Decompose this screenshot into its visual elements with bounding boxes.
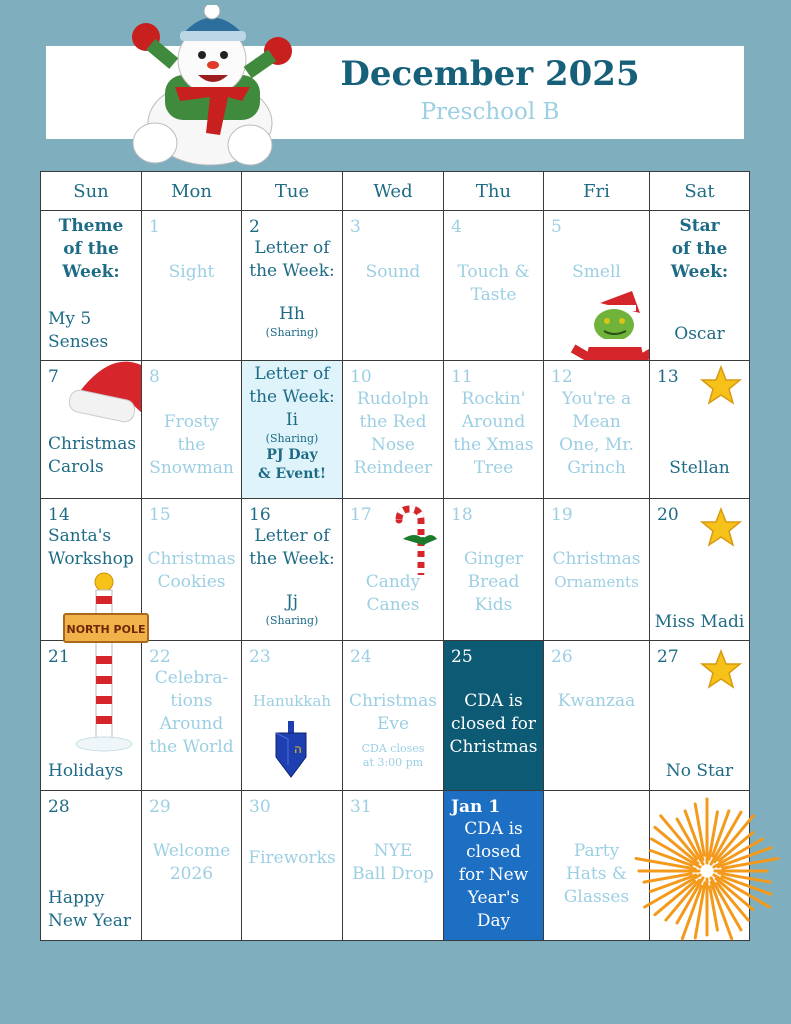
day-cell [142,499,242,641]
activity-line: Hats & [565,864,628,884]
closed-line: Day [476,911,511,931]
page-title: December 2025 [340,54,640,94]
day-cell [242,499,343,641]
day-cell [142,361,242,499]
day-cell [544,361,650,499]
activity-line: Reindeer [353,458,433,478]
day-cell [41,791,142,941]
day-cell [242,211,343,361]
activity-line: New Year [48,911,131,931]
letter-of-week: Hh [279,304,305,324]
north-pole-sign-text: NORTH POLE [66,623,146,636]
closed-line: CDA is [464,819,523,839]
activity-line: Around [159,714,224,734]
activity-line: Carols [48,457,104,477]
day-cell [242,791,343,941]
activity-line: the [177,435,206,455]
day-number: 13 [657,367,679,387]
day-cell [142,791,242,941]
day-activity: Kwanzaa [557,691,636,711]
day-number: 26 [551,647,573,667]
day-number: 15 [149,505,171,525]
star-icon [700,507,742,549]
activity-line: Celebra- [154,668,229,688]
activity-line: Touch & [457,262,530,282]
closed-line: Christmas [449,737,538,757]
day-number: 5 [551,217,562,237]
activity-line: Candy [365,572,421,592]
activity-line: Cookies [157,572,226,592]
event-line: PJ Day [266,447,318,463]
letter-of-week: Jj [285,592,299,612]
day-cell [343,641,444,791]
day-cell [544,211,650,361]
activity-line: Christmas [552,549,641,569]
star-line: of the [671,239,728,259]
activity-line: Frosty [163,412,220,432]
day-cell [444,211,544,361]
weekday-fri: Fri [544,172,650,211]
activity-line: Letter of [254,238,330,258]
star-line: Week: [670,262,729,282]
star-name: Miss Madi [654,612,745,632]
day-activity: Sight [168,262,215,282]
day-cell [650,361,750,499]
activity-line: Ball Drop [352,864,434,884]
activity-line: Ornaments [554,573,639,591]
activity-line: Canes [366,595,420,615]
star-icon [700,649,742,691]
day-number: 19 [551,505,573,525]
day-cell [650,641,750,791]
day-cell-highlighted [242,361,343,499]
day-cell [343,361,444,499]
activity-line: the Week: [249,549,335,569]
activity-line: Glasses [563,887,630,907]
day-number: 23 [249,647,271,667]
activity-line: Nose [371,435,415,455]
weekday-sat: Sat [650,172,750,211]
day-activity: Hanukkah [252,692,332,710]
closed-line: for New [458,865,529,885]
day-number: 11 [451,367,473,387]
day-cell [544,499,650,641]
day-number: 14 [48,505,70,525]
activity-line: 2026 [169,864,214,884]
day-number: 28 [48,797,70,817]
closed-day-cell [444,641,544,791]
activity-line: Letter of [254,364,330,384]
star-icon [700,365,742,407]
theme-name: My 5 [48,309,92,329]
activity-line: Workshop [48,549,134,569]
activity-line: Christmas [48,434,137,454]
svg-text:ה: ה [294,742,302,756]
weekday-tue: Tue [242,172,343,211]
day-cell [444,499,544,641]
activity-line: Christmas [147,549,236,569]
day-number: 3 [350,217,361,237]
activity-line: the Red [359,412,427,432]
day-number: 27 [657,647,679,667]
day-cell [142,211,242,361]
candy-cane-icon [393,505,437,575]
star-name: Stellan [669,458,730,478]
activity-line: Grinch [567,458,626,478]
activity-line: One, Mr. [559,435,634,455]
day-number: 30 [249,797,271,817]
day-number: 20 [657,505,679,525]
activity-line: Happy [48,888,105,908]
activity-line: Bread [467,572,520,592]
day-cell [444,361,544,499]
activity-line: tions [170,691,213,711]
day-cell [242,641,343,791]
activity-line: Snowman [149,458,234,478]
theme-line: Week: [62,262,120,282]
star-name: No Star [665,761,734,781]
snowman-icon [120,5,300,170]
day-activity: Sound [365,262,421,282]
activity-line: the Week: [249,387,335,407]
theme-line: of the [63,239,119,259]
weekday-wed: Wed [343,172,444,211]
day-cell [41,361,142,499]
activity-line: the Xmas [453,435,534,455]
day-cell [343,211,444,361]
activity-line: Mean [572,412,621,432]
weekday-sun: Sun [41,172,142,211]
event-line: & Event! [257,466,327,482]
weekday-mon: Mon [142,172,242,211]
activity-line: Rockin' [461,389,526,409]
sharing-note: (Sharing) [265,614,319,627]
dreidel-icon [274,721,308,779]
page-subtitle: Preschool B [420,99,560,125]
day-number: 7 [48,367,59,387]
day-activity: Smell [572,262,621,282]
day-cell [544,641,650,791]
sharing-note: (Sharing) [265,432,319,445]
day-activity: Fireworks [248,848,336,868]
day-number: 12 [551,367,573,387]
activity-line: Ginger [463,549,524,569]
weekday-thu: Thu [444,172,544,211]
closed-line: closed [466,842,521,862]
day-activity: Holidays [48,761,124,781]
activity-line: Christmas [348,691,438,711]
day-cell [650,499,750,641]
activity-line: Tree [473,458,514,478]
activity-line: Eve [376,714,410,734]
grinch-icon [570,283,650,361]
closed-line: closed for [451,714,536,734]
theme-line: Theme [58,216,124,236]
star-of-week-cell [650,211,750,361]
sharing-note: (Sharing) [265,326,319,339]
day-number: 17 [350,505,372,525]
day-number: 29 [149,797,171,817]
activity-line: NYE [373,841,413,861]
closing-note: CDA closes [361,742,425,755]
day-number: Jan 1 [451,797,501,817]
activity-line: Party [573,841,620,861]
activity-line: the World [149,737,234,757]
activity-line: the Week: [249,261,335,281]
day-number: 31 [350,797,372,817]
day-number: 16 [249,505,271,525]
day-cell [343,499,444,641]
activity-line: Taste [470,285,517,305]
closed-day-cell [444,791,544,941]
theme-name: Senses [48,332,109,352]
day-cell [142,641,242,791]
day-number: 8 [149,367,160,387]
activity-line: Around [461,412,526,432]
activity-line: Kids [474,595,513,615]
day-number: 25 [451,647,473,667]
closing-note: at 3:00 pm [362,756,424,769]
fireworks-icon [632,796,782,946]
activity-line: Santa's [48,526,112,546]
theme-cell [41,211,142,361]
star-name: Oscar [674,324,725,344]
activity-line: Welcome [152,841,231,861]
day-number: 1 [149,217,160,237]
day-cell [343,791,444,941]
closed-line: Year's [467,888,520,908]
day-number: 22 [149,647,171,667]
day-number: 21 [48,647,70,667]
day-number: 24 [350,647,372,667]
day-number: 2 [249,217,260,237]
closed-line: CDA is [464,691,523,711]
day-number: 4 [451,217,462,237]
north-pole-icon [60,572,152,752]
star-line: Star [679,216,720,236]
day-number: 18 [451,505,473,525]
day-number: 10 [350,367,372,387]
activity-line: Letter of [254,526,330,546]
letter-of-week: Ii [285,410,299,430]
activity-line: Rudolph [356,389,430,409]
santa-hat-icon [69,361,142,448]
activity-line: You're a [561,389,632,409]
